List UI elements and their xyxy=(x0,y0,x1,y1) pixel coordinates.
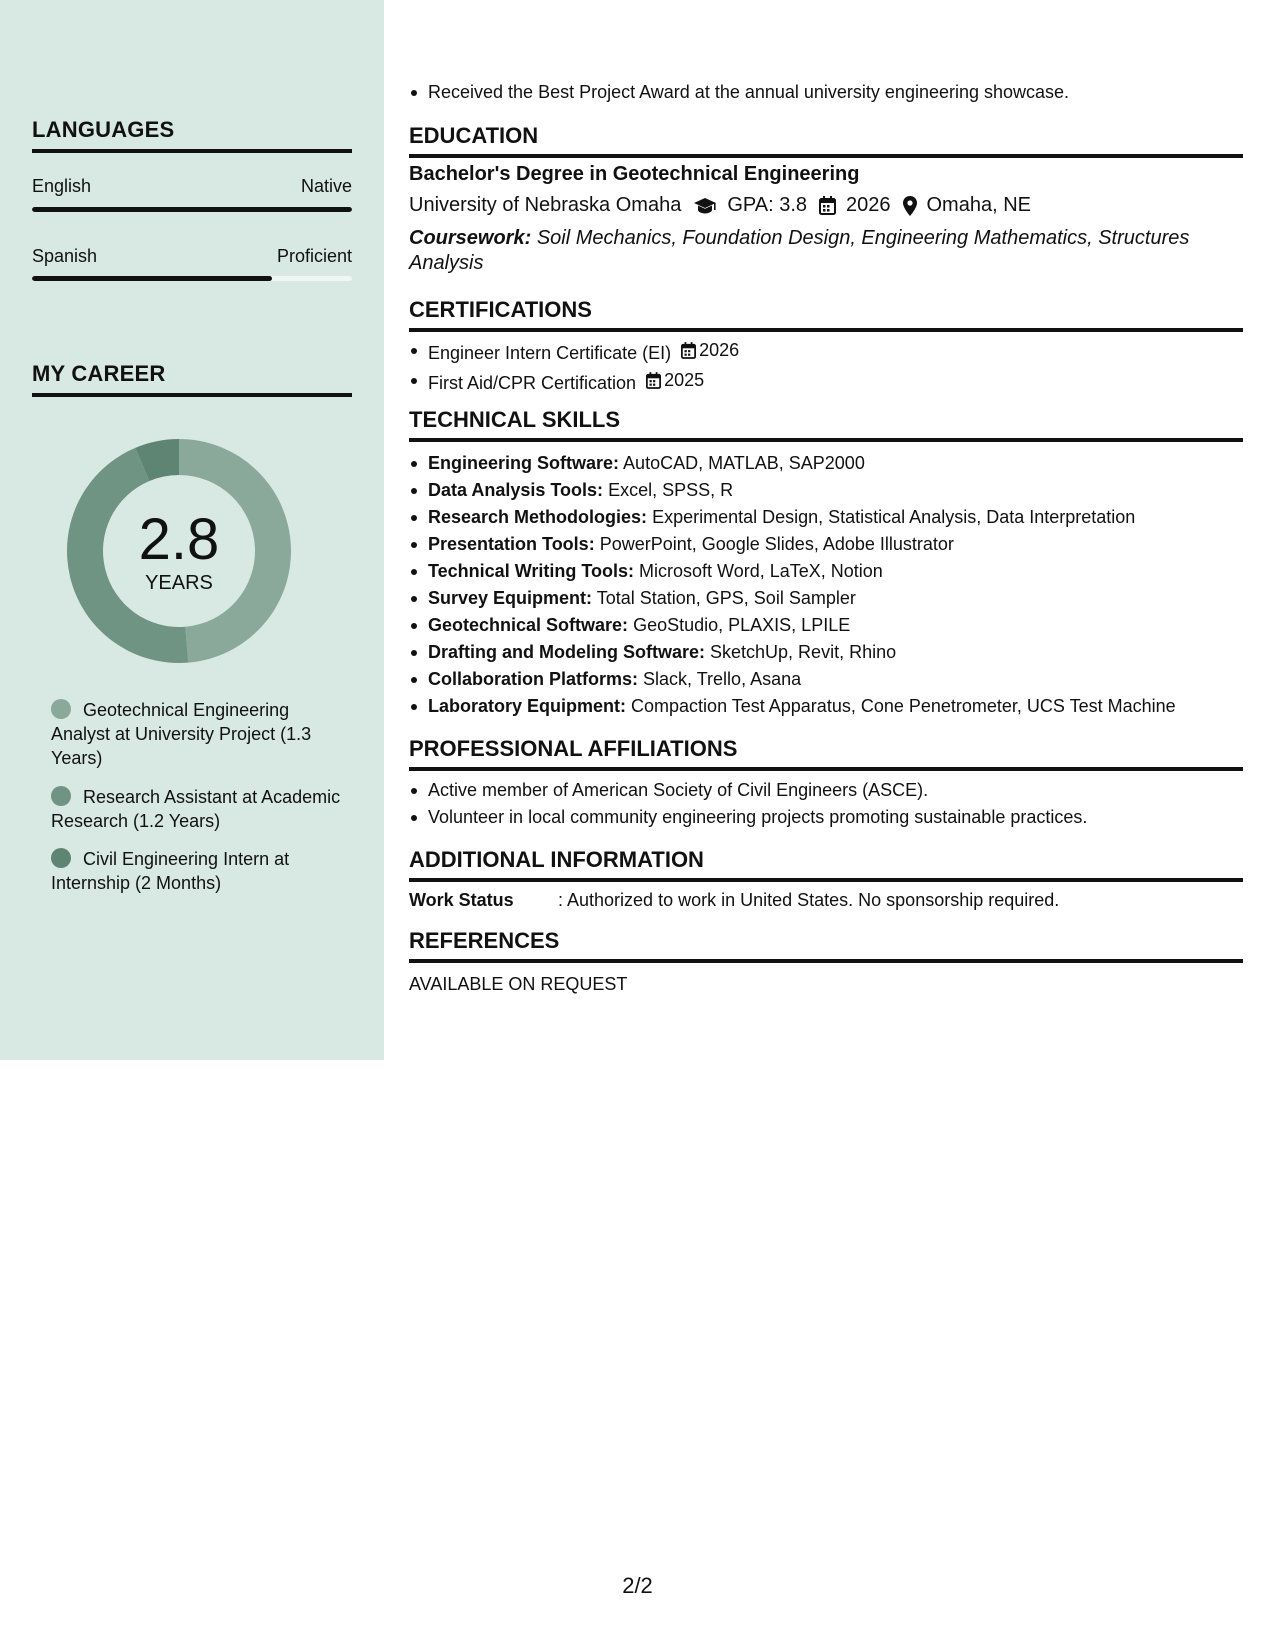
skill-value: Excel, SPSS, R xyxy=(608,480,734,500)
language-name: English xyxy=(32,176,92,196)
technical-skills-list xyxy=(409,450,1243,720)
skill-label: Survey Equipment: xyxy=(428,588,593,608)
languages-heading: LANGUAGES xyxy=(32,117,352,153)
career-legend-item xyxy=(51,847,341,895)
education-meta xyxy=(409,194,1031,217)
coursework-label: Coursework: xyxy=(409,227,532,249)
language-name: Spanish xyxy=(32,246,98,266)
skill-value: GeoStudio, PLAXIS, LPILE xyxy=(633,615,851,635)
location: Omaha, NE xyxy=(926,194,1031,216)
skill-value: Compaction Test Apparatus, Cone Penetrometer, UCS Test Machine xyxy=(631,696,1176,716)
calendar-icon xyxy=(681,342,696,359)
coursework xyxy=(409,226,1209,276)
work-status-label: Work Status xyxy=(409,890,514,910)
skill-label: Engineering Software: xyxy=(428,453,620,473)
list-item xyxy=(409,693,1243,720)
affiliations-list xyxy=(409,777,1243,831)
language-bar-english xyxy=(32,207,352,212)
list-item xyxy=(409,477,1243,504)
certification-year: 2025 xyxy=(664,370,705,390)
list-item xyxy=(409,666,1243,693)
legend-label: Civil Engineering Intern at Internship (2 Months) xyxy=(51,849,290,893)
work-status-row xyxy=(409,890,1059,911)
work-status-value: : Authorized to work in United States. No sponsorship required. xyxy=(558,890,1060,910)
coursework-text: Soil Mechanics, Foundation Design, Engineering Mathematics, Structures Analysis xyxy=(409,227,1190,274)
skill-value: Microsoft Word, LaTeX, Notion xyxy=(639,561,883,581)
calendar-icon xyxy=(646,372,661,389)
skill-label: Collaboration Platforms: xyxy=(428,669,639,689)
language-level: Native xyxy=(300,176,352,196)
graduation-year: 2026 xyxy=(846,194,891,216)
calendar-icon xyxy=(819,196,836,215)
language-level: Proficient xyxy=(276,246,352,266)
references-text: AVAILABLE ON REQUEST xyxy=(409,974,628,994)
legend-dot xyxy=(51,699,71,719)
legend-dot xyxy=(51,786,71,806)
location-pin-icon xyxy=(903,196,917,216)
skill-label: Presentation Tools: xyxy=(428,534,595,554)
career-heading: MY CAREER xyxy=(32,361,352,397)
skill-value: PowerPoint, Google Slides, Adobe Illustrator xyxy=(599,534,954,554)
list-item xyxy=(409,531,1243,558)
career-donut-chart xyxy=(66,438,292,664)
skill-label: Drafting and Modeling Software: xyxy=(428,642,705,662)
language-bar-fill xyxy=(32,276,272,281)
career-total-years: 2.8 xyxy=(138,507,220,572)
list-item xyxy=(409,504,1243,531)
skill-label: Laboratory Equipment: xyxy=(428,696,627,716)
career-legend-item xyxy=(51,698,341,770)
page-number: 2/2 xyxy=(622,1573,653,1598)
references-heading: REFERENCES xyxy=(409,928,1243,963)
list-item xyxy=(409,337,1243,367)
career-total-unit: YEARS xyxy=(145,572,213,594)
degree-title: Bachelor's Degree in Geotechnical Engineering xyxy=(409,163,860,185)
education-heading: EDUCATION xyxy=(409,123,1243,158)
skill-value: SketchUp, Revit, Rhino xyxy=(710,642,897,662)
language-row-english xyxy=(32,176,352,197)
skill-label: Technical Writing Tools: xyxy=(428,561,635,581)
list-item xyxy=(409,612,1243,639)
additional-information-heading: ADDITIONAL INFORMATION xyxy=(409,847,1243,882)
awards-list xyxy=(409,79,1243,106)
legend-label: Geotechnical Engineering Analyst at University Project (1.3 Years) xyxy=(51,700,312,768)
list-item: Received the Best Project Award at the annual university engineering showcase. xyxy=(409,79,1243,106)
certifications-list xyxy=(409,337,1243,397)
legend-dot xyxy=(51,848,71,868)
certification-name: Engineer Intern Certificate (EI) xyxy=(428,343,672,363)
skill-label: Research Methodologies: xyxy=(428,507,648,527)
list-item xyxy=(409,367,1243,397)
technical-skills-heading: TECHNICAL SKILLS xyxy=(409,407,1243,442)
certification-name: First Aid/CPR Certification xyxy=(428,373,637,393)
skill-value: AutoCAD, MATLAB, SAP2000 xyxy=(623,453,865,473)
graduation-cap-icon xyxy=(693,197,717,215)
skill-value: Total Station, GPS, Soil Sampler xyxy=(596,588,856,608)
gpa: GPA: 3.8 xyxy=(727,194,807,216)
legend-label: Research Assistant at Academic Research (1.2 Years) xyxy=(51,787,341,831)
list-item: Volunteer in local community engineering projects promoting sustainable practices. xyxy=(409,804,1243,831)
school-name: University of Nebraska Omaha xyxy=(409,194,682,216)
certifications-heading: CERTIFICATIONS xyxy=(409,297,1243,332)
skill-value: Experimental Design, Statistical Analysis, Data Interpretation xyxy=(652,507,1136,527)
career-legend-item xyxy=(51,785,341,833)
skill-value: Slack, Trello, Asana xyxy=(643,669,802,689)
list-item: Active member of American Society of Civil Engineers (ASCE). xyxy=(409,777,1243,804)
professional-affiliations-heading: PROFESSIONAL AFFILIATIONS xyxy=(409,736,1243,771)
list-item xyxy=(409,558,1243,585)
language-bar-fill xyxy=(32,207,352,212)
list-item xyxy=(409,639,1243,666)
list-item xyxy=(409,450,1243,477)
skill-label: Geotechnical Software: xyxy=(428,615,629,635)
certification-year: 2026 xyxy=(699,340,740,360)
sidebar xyxy=(0,0,384,1060)
skill-label: Data Analysis Tools: xyxy=(428,480,604,500)
language-row-spanish xyxy=(32,246,352,267)
language-bar-spanish xyxy=(32,276,352,281)
list-item xyxy=(409,585,1243,612)
